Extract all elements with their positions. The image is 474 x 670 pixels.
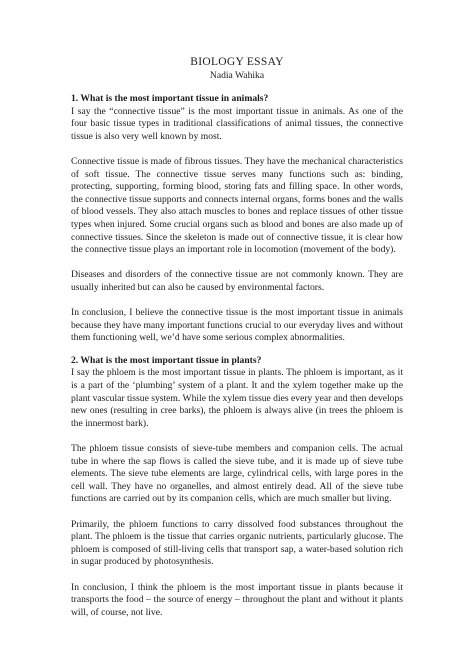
paragraph: In conclusion, I believe the connective tissue is the most important tissue in animals because they have many important functions crucial to our everyday lives and without them functioning well, we’d have some serious complex abnormalities. [71,307,403,344]
paragraph: Connective tissue is made of fibrous tissues. They have the mechanical characteristics of soft tissue. The connective tissue serves many functions such as: binding, protecting, supporting, forming blood, storing fats and filling space. In other words, the connective tissue supports and connects internal organs, forms bones and the walls of blood vessels. They also attach muscles to bones and replace tissues of other tissue types when injured. Some crucial organs such as blood and bones are also made up of connective tissues. Since the skeleton is made out of connective tissue, it is clear how the connective tissue plays an important role in locomotion (movement of the body). [71,155,403,256]
paragraph: The phloem tissue consists of sieve-tube members and companion cells. The actual tube in where the sap flows is called the sieve tube, and it is made up of sieve tube elements. The sieve tube elements are large, cylindrical cells, with large pores in the cell wall. They have no organelles, and almost entirely dead. All of the sieve tube functions are carried out by its companion cells, which are much smaller but living. [71,443,403,505]
paragraph: Diseases and disorders of the connective tissue are not commonly known. They are usually inherited but can also be caused by environmental factors. [71,269,403,293]
section-heading-animals: 1. What is the most important tissue in animals? [71,93,269,104]
paragraph: Primarily, the phloem functions to carry dissolved food substances throughout the plant. The phloem is the tissue that carries organic nutrients, particularly glucose. The phloem is composed of still-living cells that transport sap, a water-based solution rich in sugar produced by photosynthesis. [71,518,403,568]
document-author: Nadia Wahika [209,70,265,81]
paragraph: I say the “connective tissue” is the most important tissue in animals. As one of the four basic tissue types in traditional classifications of animal tissues, the connective tissue is also very well known by most. [71,105,403,142]
document-body [71,56,403,632]
paragraph: I say the phloem is the most important tissue in plants. The phloem is important, as it is a part of the ‘plumbing’ system of a plant. It and the xylem together make up the plant vascular tissue system. While the xylem tissue dies every year and then develops new ones (resulting in cree barks), the phloem is always alive (in trees the phloem is the innermost bark). [71,367,403,429]
document-title: BIOLOGY ESSAY [190,56,284,68]
section-heading-plants: 2. What is the most important tissue in plants? [71,354,262,366]
paragraph: In conclusion, I think the phloem is the most important tissue in plants because it transports the food – the source of energy – throughout the plant and without it plants will, of course, not live. [71,581,403,618]
